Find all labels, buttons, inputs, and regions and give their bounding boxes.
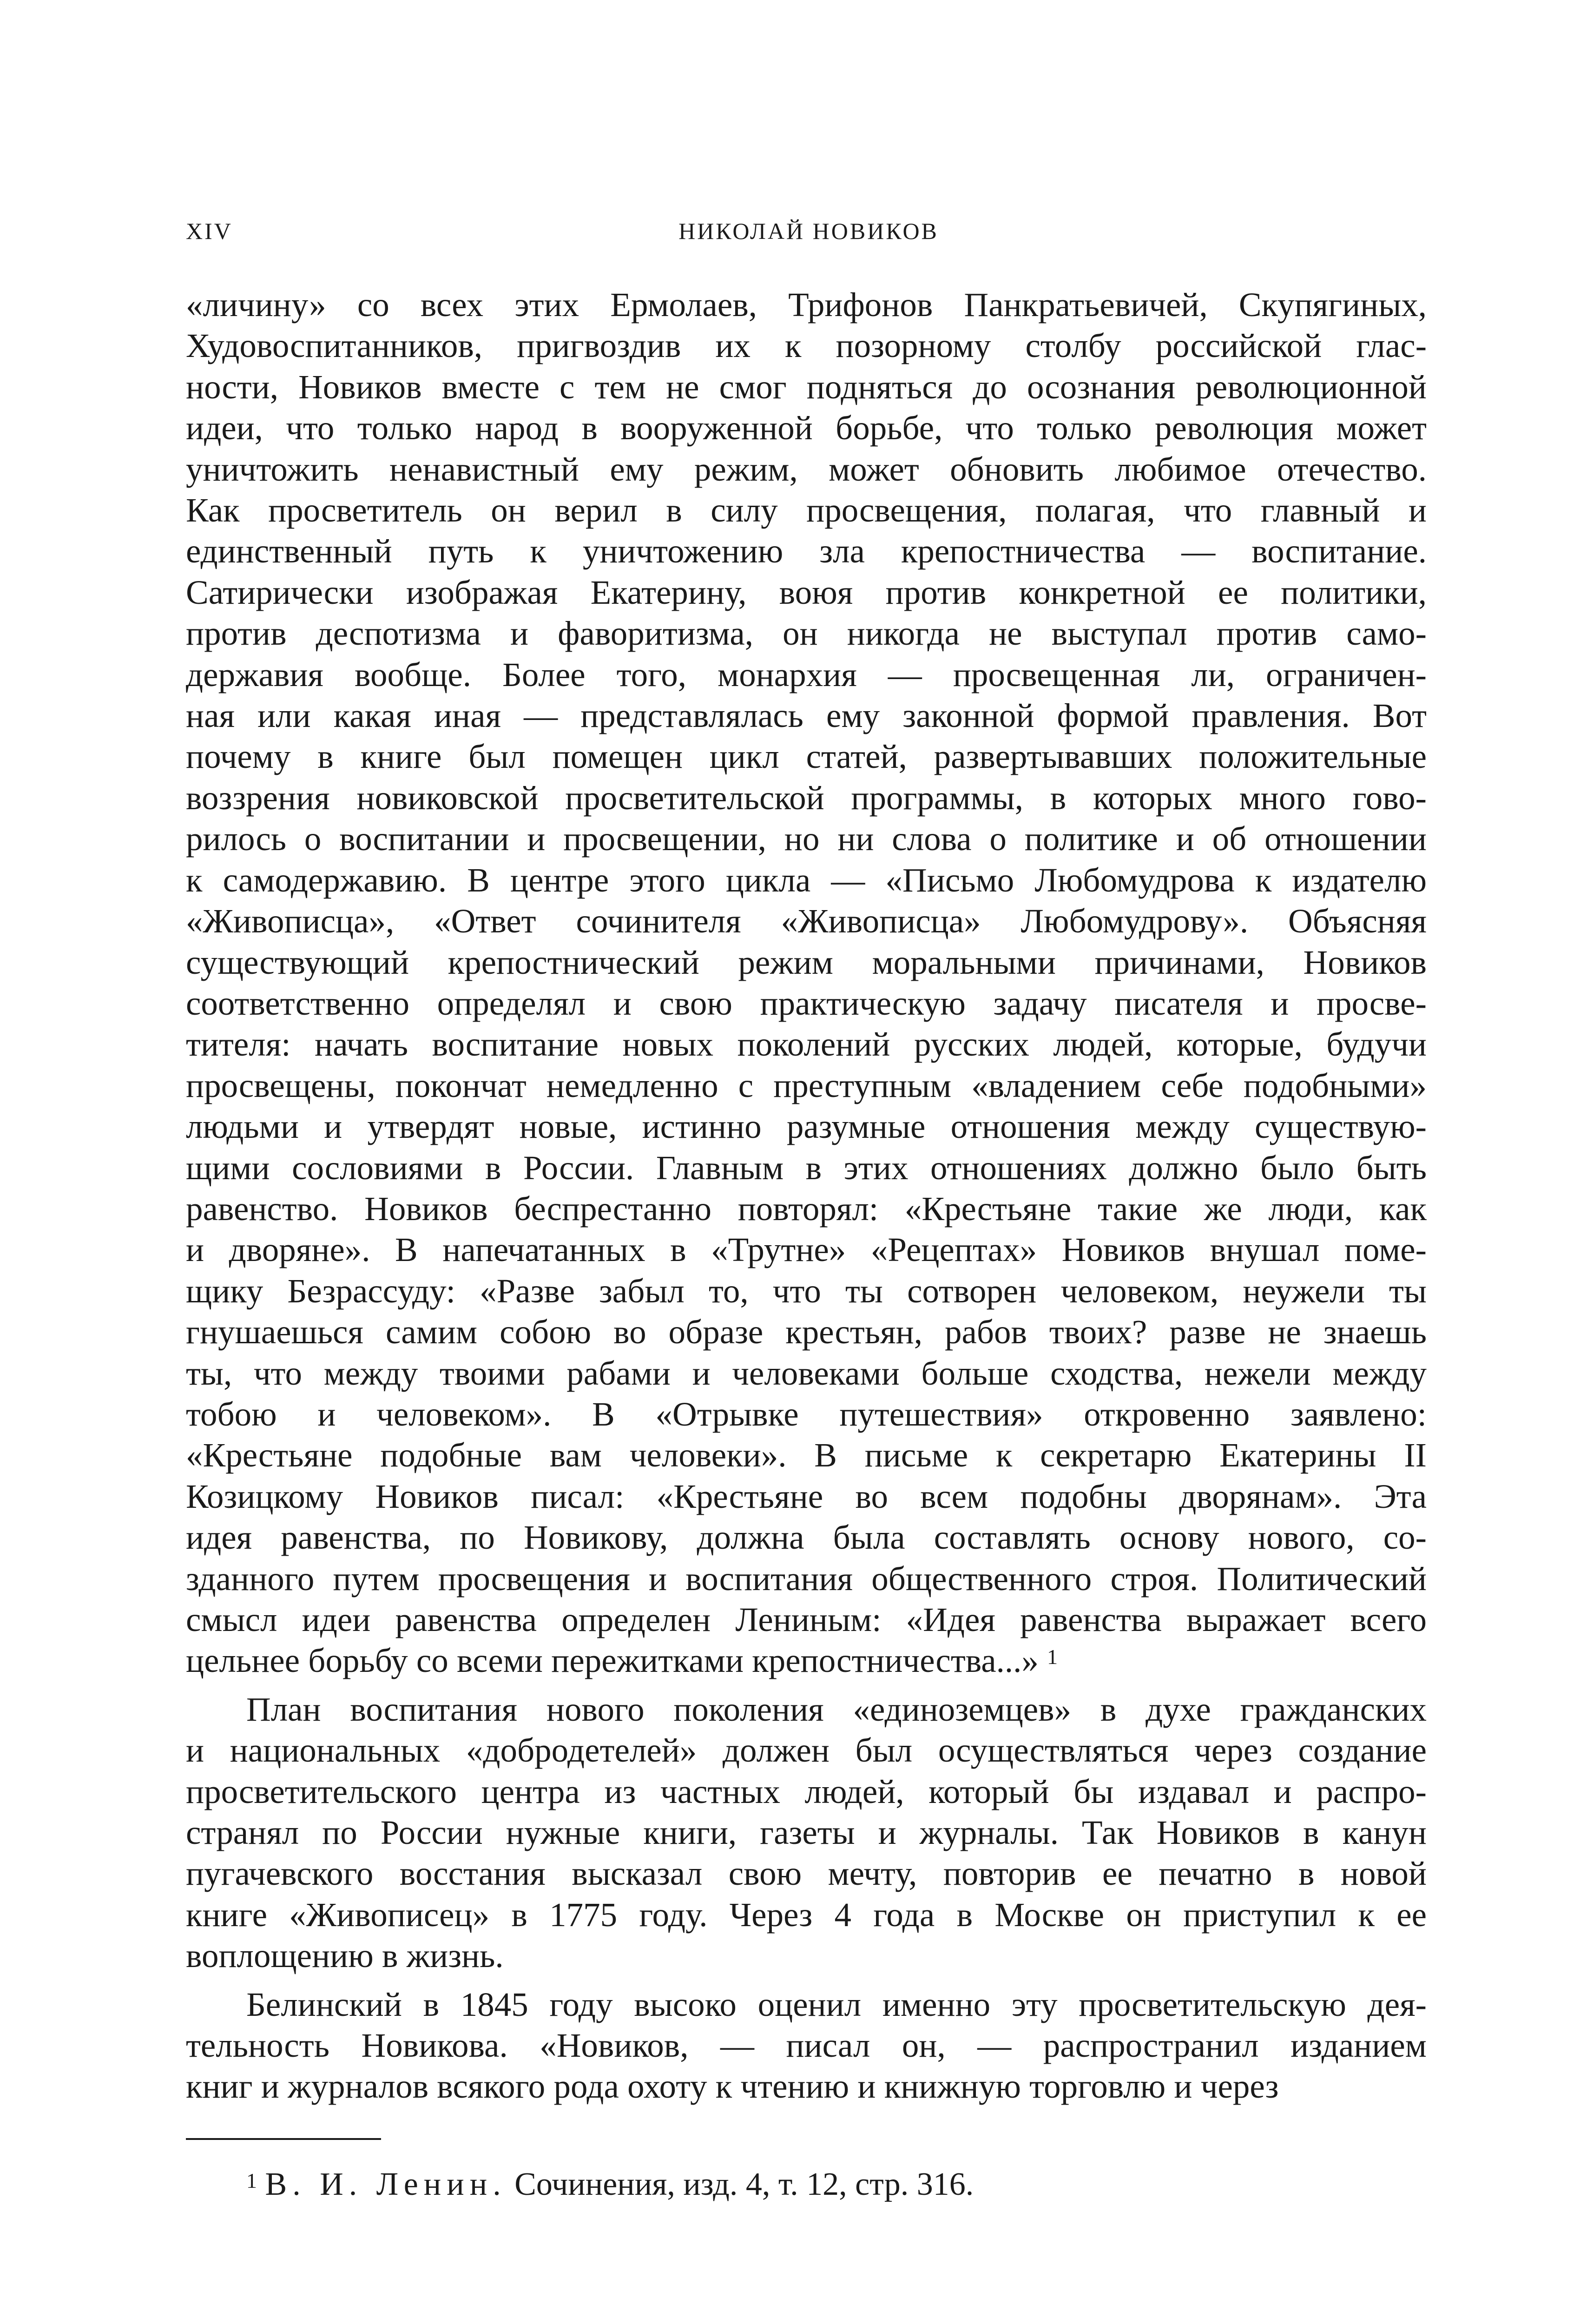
text-line: Как просветитель он верил в силу просвещения, полагая, что главный и: [186, 491, 1427, 529]
text-line: людьми и утвердят новые, истинно разумные отношения между существую-: [186, 1108, 1427, 1146]
text-line: просветительского центра из частных людей, который бы издавал и распро-: [186, 1772, 1427, 1810]
text-line: Сатирически изображая Екатерину, воюя против конкретной ее политики,: [186, 573, 1427, 611]
text-line: «Крестьяне подобные вам человеки». В письме к секретарю Екатерины II: [186, 1436, 1427, 1474]
text-line: ная или какая иная — представлялась ему законной формой правления. Вот: [186, 697, 1427, 735]
footnote-marker: 1: [246, 2169, 257, 2192]
text-line: уничтожить ненавистный ему режим, может обновить любимое отечество.: [186, 450, 1427, 488]
text-line: «Живописца», «Ответ сочинителя «Живописца» Любомудрову». Объясняя: [186, 902, 1427, 940]
running-head: [186, 218, 1431, 250]
text-line: тельность Новикова. «Новиков, — писал он, — распространил изданием: [186, 2027, 1427, 2065]
text-line: соответственно определял и свою практическую задачу писателя и просве-: [186, 984, 1427, 1022]
text-line: державия вообще. Более того, монархия — просвещенная ли, ограничен-: [186, 655, 1427, 693]
text-line: Белинский в 1845 году высоко оценил именно эту просветительскую дея-: [246, 1985, 1427, 2023]
footnote-reference: 1: [1047, 1645, 1058, 1669]
text-line: щими сословиями в России. Главным в этих отношениях должно было быть: [186, 1149, 1427, 1187]
text-line: Худовоспитанников, пригвоздив их к позорному столбу российской глас-: [186, 327, 1427, 365]
text-line: единственный путь к уничтожению зла крепостничества — воспитание.: [186, 532, 1427, 570]
text-line: почему в книге был помещен цикл статей, развертывавших положительные: [186, 738, 1427, 776]
text-line: смысл идеи равенства определен Лениным: «Идея равенства выражает всего: [186, 1601, 1427, 1638]
text-line: к самодержавию. В центре этого цикла — «Письмо Любомудрова к издателю: [186, 861, 1427, 899]
footnote: [246, 2164, 974, 2205]
text-line: «личину» со всех этих Ермолаев, Трифонов Панкратьевичей, Скупягиных,: [186, 286, 1427, 324]
text-line: равенство. Новиков беспрестанно повторял: «Крестьяне такие же люди, как: [186, 1189, 1427, 1228]
paragraph-3: [186, 1984, 1427, 2107]
text-line: ты, что между твоими рабами и человеками больше сходства, нежели между: [186, 1354, 1427, 1392]
text-line: щику Безрассуду: «Разве забыл то, что ты сотворен человеком, неужели ты: [186, 1272, 1427, 1310]
text-line: воплощению в жизнь.: [186, 1937, 504, 1975]
footnote-text: Сочинения, изд. 4, т. 12, стр. 316.: [514, 2166, 974, 2202]
text-line: ности, Новиков вместе с тем не смог подняться до осознания революционной: [186, 368, 1427, 406]
body-text: [186, 284, 1427, 2107]
text-line: книг и журналов всякого рода охоту к чтению и книжную торговлю и через: [186, 2067, 1279, 2106]
text-line: тобою и человеком». В «Отрывке путешествия» откровенно заявлено:: [186, 1395, 1427, 1433]
text-line: зданного путем просвещения и воспитания общественного строя. Политический: [186, 1559, 1427, 1598]
running-title: НИКОЛАЙ НОВИКОВ: [678, 218, 939, 244]
text-line: План воспитания нового поколения «единоземцев» в духе гражданских: [246, 1690, 1427, 1728]
text-line: против деспотизма и фаворитизма, он никогда не выступал против само-: [186, 614, 1427, 653]
text-line: воззрения новиковской просветительской программы, в которых много гово-: [186, 779, 1427, 817]
text-line: идея равенства, по Новикову, должна была составлять основу нового, со-: [186, 1519, 1427, 1557]
text-line: и национальных «добродетелей» должен был осуществляться через создание: [186, 1731, 1427, 1769]
page-number: XIV: [186, 218, 233, 244]
text-line: гнушаешься самим собою во образе крестьян, рабов твоих? разве не знаешь: [186, 1313, 1427, 1351]
paragraph-1: [186, 284, 1427, 1682]
paragraph-2: [186, 1689, 1427, 1977]
text-line: рилось о воспитании и просвещении, но ни слова о политике и об отношении: [186, 820, 1427, 858]
text-line: книге «Живописец» в 1775 году. Через 4 года в Москве он приступил к ее: [186, 1895, 1427, 1934]
text-line: Козицкому Новиков писал: «Крестьяне во всем подобны дворянам». Эта: [186, 1477, 1427, 1515]
footnote-author: В. И. Ленин.: [265, 2166, 507, 2202]
text-line: и дворяне». В напечатанных в «Трутне» «Рецептах» Новиков внушал поме-: [186, 1231, 1427, 1269]
text-line: тителя: начать воспитание новых поколений русских людей, которые, будучи: [186, 1025, 1427, 1063]
text-line: существующий крепостнический режим моральными причинами, Новиков: [186, 943, 1427, 981]
text-line: странял по России нужные книги, газеты и журналы. Так Новиков в канун: [186, 1814, 1427, 1852]
text-line: идеи, что только народ в вооруженной борьбе, что только революция может: [186, 409, 1427, 447]
footnote-rule: [186, 2138, 381, 2140]
text-line: пугачевского восстания высказал свою мечту, повторив ее печатно в новой: [186, 1855, 1427, 1893]
text-line: цельнее борьбу со всеми пережитками крепостничества...» $^1$: [186, 1642, 1058, 1680]
text-line: просвещены, покончат немедленно с преступным «владением себе подобными»: [186, 1066, 1427, 1104]
